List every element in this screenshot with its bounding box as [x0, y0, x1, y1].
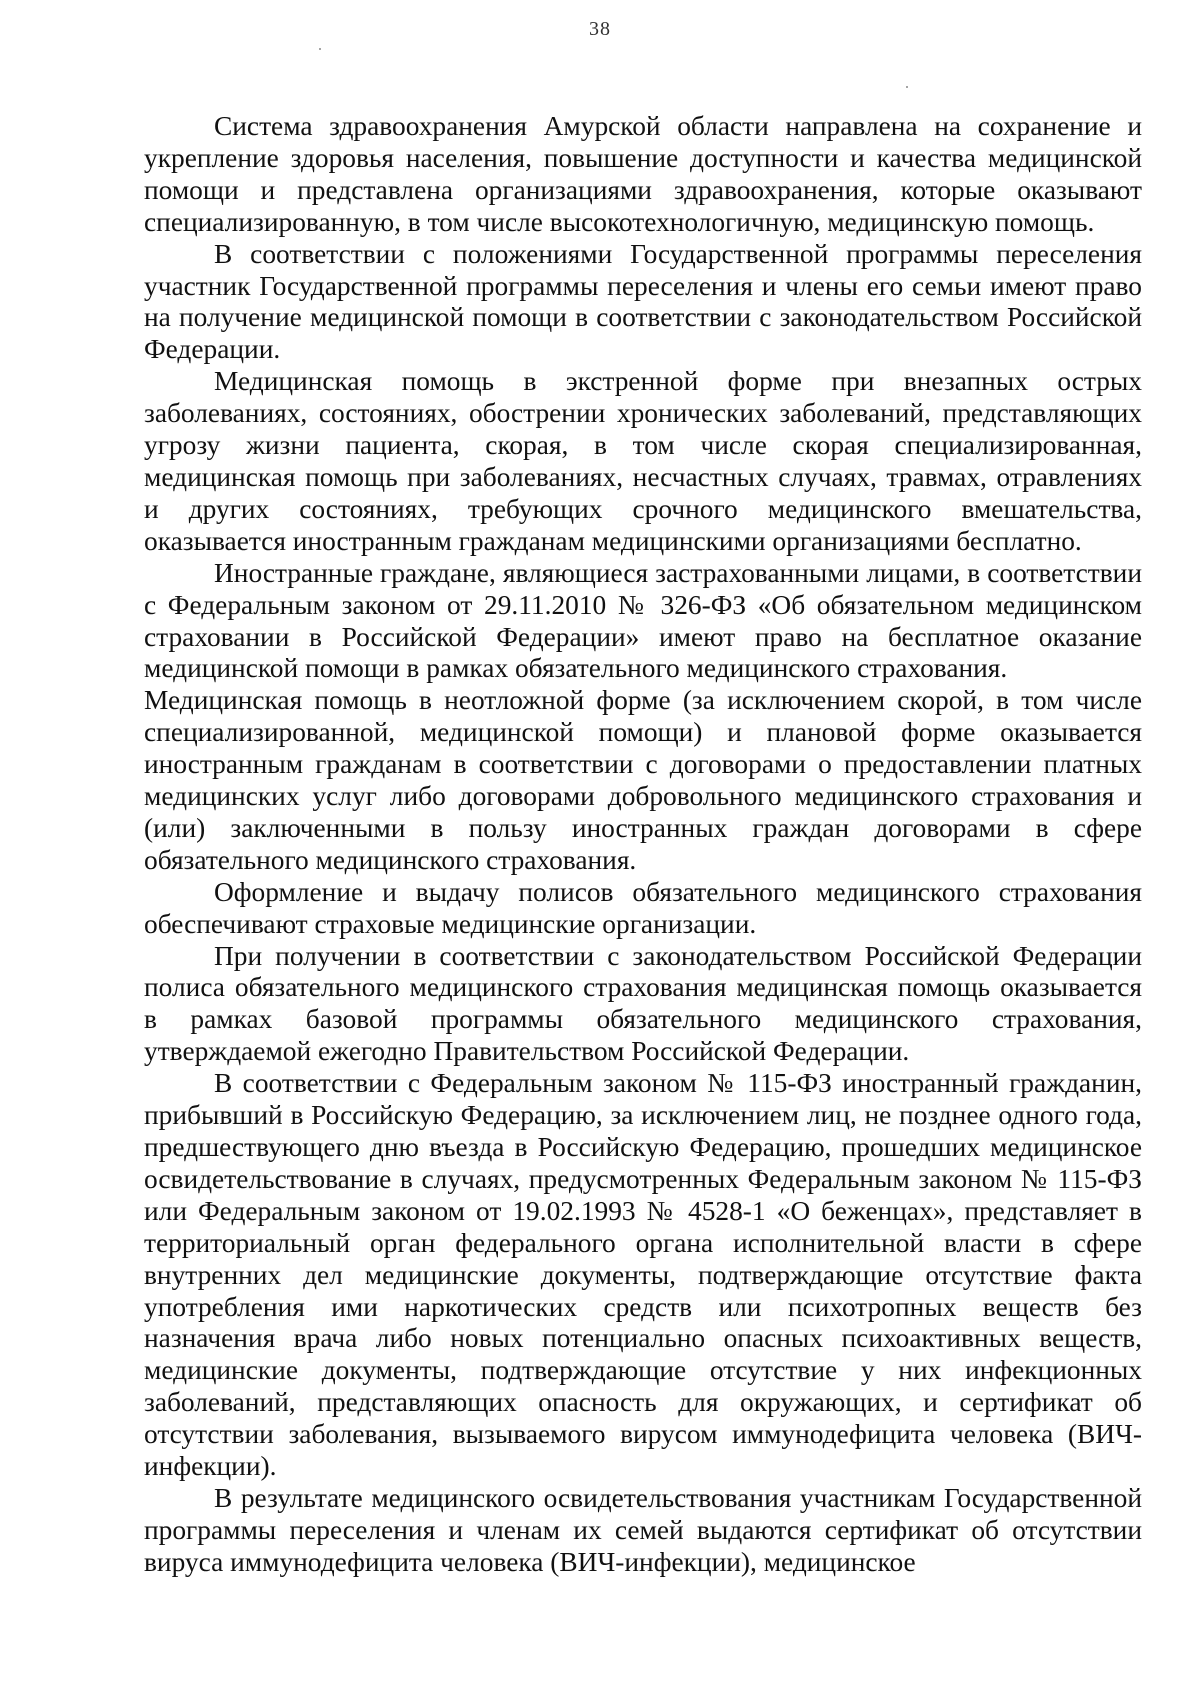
paragraph-policy-issuance: Оформление и выдачу полисов обязательного медицинского страхования обеспечивают страховые медицинские организации. — [144, 876, 1142, 939]
paragraph-emergency-care: Медицинская помощь в экстренной форме при внезапных острых заболеваниях, состояниях, обострении хронических заболеваний, представляющих угрозу жизни пациента, скорая, в том числе скорая специализированная, медицинская помощь при заболеваниях, несчастных случаях, травмах, отравлениях и других состояниях, требующих срочного медицинского вмешательства, оказывается иностранным гражданам медицинскими организациями бесплатно. — [144, 366, 1142, 556]
page-number: 38 — [589, 18, 611, 40]
document-body — [144, 111, 1142, 1579]
paragraph-insured-foreigners: Иностранные граждане, являющиеся застрахованными лицами, в соответствии с Федеральным законом от 29.11.2010 № 326-ФЗ «Об обязательном медицинском страховании в Российской Федерации» имеют право на бесплатное оказание медицинской помощи в рамках обязательного медицинского страхования. — [144, 557, 1142, 684]
paragraph-healthcare-system: Система здравоохранения Амурской области направлена на сохранение и укрепление здоровья населения, повышение доступности и качества медицинской помощи и представлена организациями здравоохранения, которые оказывают специализированную, в том числе высокотехнологичную, медицинскую помощь. — [144, 111, 1142, 237]
paragraph-medical-examination: В результате медицинского освидетельствования участникам Государственной программы переселения и членам их семей выдаются сертификат об отсутствии вируса иммунодефицита человека (ВИЧ-инфекции), медицинское — [144, 1482, 1142, 1577]
paragraph-basic-program: При получении в соответствии с законодательством Российской Федерации полиса обязательного медицинского страхования медицинская помощь оказывается в рамках базовой программы обязательного медицинского страхования, утверждаемой ежегодно Правительством Российской Федерации. — [144, 940, 1142, 1067]
scan-speck — [319, 48, 321, 50]
scan-speck — [906, 86, 908, 88]
paragraph-medical-documents: В соответствии с Федеральным законом № 115-ФЗ иностранный гражданин, прибывший в Российскую Федерацию, за исключением лиц, не позднее одного года, предшествующего дню въезда в Российскую Федерацию, прошедших медицинское освидетельствование в случаях, предусмотренных Федеральным законом № 115-ФЗ или Федеральным законом от 19.02.1993 № 4528-1 «О беженцах», представляет в территориальный орган федерального органа исполнительной власти в сфере внутренних дел медицинские документы, подтверждающие отсутствие факта употребления ими наркотических средств или психотропных веществ без назначения врача либо новых потенциально опасных психоактивных веществ, медицинские документы, подтверждающие отсутствие у них инфекционных заболеваний, представляющих опасность для окружающих, и сертификат об отсутствии заболевания, вызываемого вирусом иммунодефицита человека (ВИЧ-инфекции). — [144, 1068, 1142, 1482]
paragraph-right-to-medical-care: В соответствии с положениями Государственной программы переселения участник Государственной программы переселения и члены его семьи имеют право на получение медицинской помощи в соответствии с законодательством Российской Федерации. — [144, 238, 1142, 365]
paragraph-urgent-and-planned-care: Медицинская помощь в неотложной форме (за исключением скорой, в том числе специализированной, медицинской помощи) и плановой форме оказывается иностранным гражданам в соответствии с договорами о предоставлении платных медицинских услуг либо договорами добровольного медицинского страхования и (или) заключенными в пользу иностранных граждан договорами в сфере обязательного медицинского страхования. — [144, 685, 1142, 875]
